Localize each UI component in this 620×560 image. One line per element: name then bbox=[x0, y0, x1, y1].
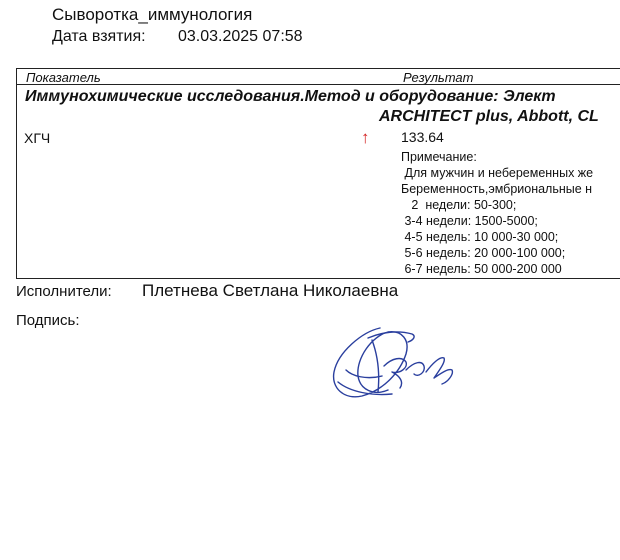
note-line: Примечание: bbox=[401, 150, 477, 164]
column-header-result: Результат bbox=[403, 70, 474, 85]
sample-type-title: Сыворотка_иммунология bbox=[52, 5, 253, 24]
executors-name: Плетнева Светлана Николаевна bbox=[142, 281, 399, 300]
column-header-indicator: Показатель bbox=[26, 70, 101, 85]
header-divider bbox=[17, 84, 620, 85]
high-flag-arrow-icon: ↑ bbox=[361, 128, 370, 147]
result-value: 133.64 bbox=[401, 129, 444, 145]
date-value: 03.03.2025 07:58 bbox=[178, 28, 303, 45]
note-line: 3-4 недели: 1500-5000; bbox=[401, 214, 538, 228]
note-line: 5-6 недель: 20 000-100 000; bbox=[401, 246, 566, 260]
signature-label: Подпись: bbox=[16, 312, 80, 329]
date-label: Дата взятия: bbox=[52, 28, 146, 45]
note-line: 6-7 недель: 50 000-200 000 bbox=[401, 262, 562, 276]
note-line: 2 недели: 50-300; bbox=[401, 198, 517, 212]
section-title-line-2: ARCHITECT plus, Abbott, CL bbox=[379, 108, 599, 125]
note-line: 4-5 недель: 10 000-30 000; bbox=[401, 230, 559, 244]
note-line: Для мужчин и небеременных же bbox=[401, 166, 594, 180]
parameter-name: ХГЧ bbox=[24, 130, 51, 146]
note-line: Беременность,эмбриональные н bbox=[401, 182, 593, 196]
results-table bbox=[16, 68, 620, 279]
section-title-line-1: Иммунохимические исследования.Метод и оборудование: Элект bbox=[25, 88, 556, 105]
executors-label: Исполнители: bbox=[16, 283, 112, 300]
handwritten-signature bbox=[322, 310, 472, 410]
